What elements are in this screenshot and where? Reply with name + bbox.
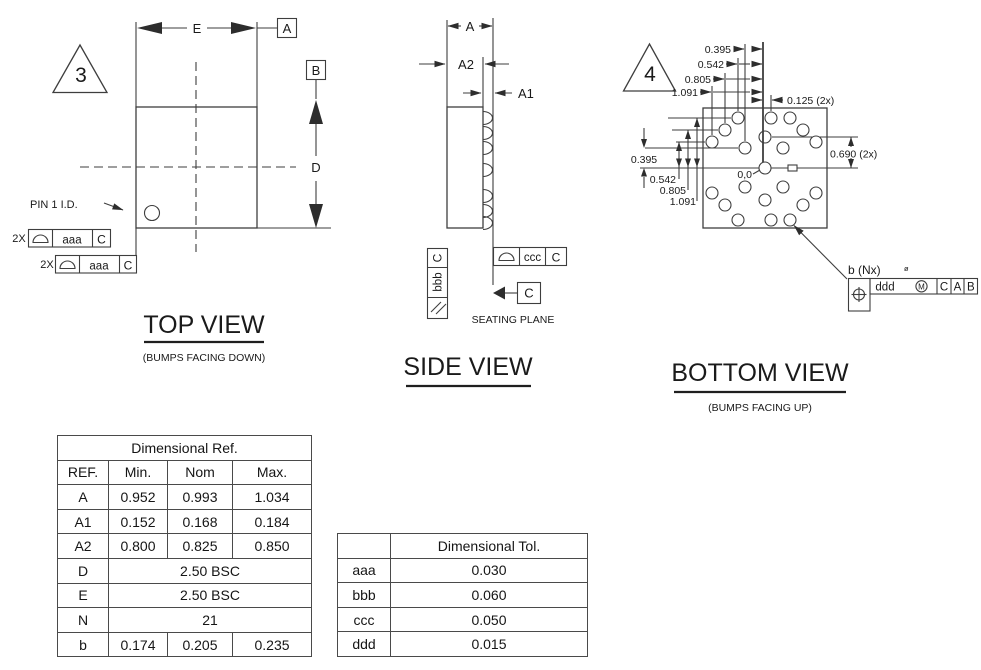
profile-of-surface-icon	[499, 253, 514, 261]
arrowhead	[694, 159, 700, 168]
top-view-title: TOP VIEW	[143, 311, 265, 339]
solder-bump	[759, 194, 771, 206]
ref-row-label: A	[58, 485, 109, 510]
arrowhead	[309, 204, 323, 228]
datum-target-triangle	[493, 287, 505, 300]
seating-plane-label: SEATING PLANE	[471, 314, 555, 326]
leader-line	[753, 170, 760, 174]
solder-bump	[719, 124, 731, 136]
dim-label-e: E	[192, 21, 202, 36]
mmc-modifier-letter: M	[918, 282, 925, 292]
callout-footnote: ø	[904, 264, 909, 273]
tol-blank-cell	[338, 534, 391, 559]
solder-bump	[765, 112, 777, 124]
side-view-title: SIDE VIEW	[403, 353, 533, 381]
fcf-ddd-datum-c: C	[939, 281, 949, 294]
dim-value: 1.091	[669, 196, 696, 208]
ref-cell: 0.184	[233, 509, 312, 534]
arrowhead	[676, 142, 682, 151]
revision-flag-number: 4	[644, 63, 656, 86]
ref-col-header: Max.	[233, 460, 312, 485]
ref-cell: 0.174	[109, 632, 168, 657]
fcf1-datum: C	[97, 232, 106, 247]
tol-row-label: ddd	[338, 632, 391, 657]
fcf-ccc-datum: C	[551, 250, 561, 265]
dim-label-a: A	[465, 19, 475, 34]
arrowhead	[137, 22, 162, 34]
bottom-view	[624, 42, 978, 414]
solder-bump	[777, 181, 789, 193]
ref-cell: 0.952	[109, 485, 168, 510]
solder-bump	[759, 162, 771, 174]
ref-row-label: E	[58, 583, 109, 608]
solder-bump	[810, 136, 822, 148]
ref-cell: 0.235	[233, 632, 312, 657]
origin-label: 0,0	[737, 169, 752, 181]
dim-label-d: D	[311, 160, 321, 175]
orientation-feature	[788, 165, 797, 171]
ref-cell: 0.825	[168, 534, 233, 559]
solder-bump	[797, 199, 809, 211]
ref-cell: 21	[109, 608, 312, 633]
dim-value: 0.542	[649, 174, 676, 186]
solder-bump	[759, 131, 771, 143]
solder-bump	[810, 187, 822, 199]
solder-bump	[784, 214, 796, 226]
top-view	[12, 19, 331, 365]
side-bump	[483, 142, 493, 155]
ref-cell: 0.850	[233, 534, 312, 559]
side-bump	[483, 217, 493, 230]
fcf-ddd-tolerance: ddd	[875, 281, 895, 294]
profile-of-surface-icon	[33, 235, 48, 243]
solder-bump	[706, 187, 718, 199]
fcf-ddd-datum-b: B	[966, 281, 975, 294]
ref-row-label: A1	[58, 509, 109, 534]
tol-row-label: ccc	[338, 607, 391, 632]
side-view	[403, 18, 566, 386]
side-bump	[483, 112, 493, 125]
ref-col-header: Min.	[109, 460, 168, 485]
arrowhead	[848, 137, 854, 146]
solder-bump	[765, 214, 777, 226]
solder-bump	[706, 136, 718, 148]
side-bump	[483, 205, 493, 218]
arrowhead	[309, 100, 323, 124]
package-body-side	[447, 107, 483, 228]
fcf1-tolerance: aaa	[62, 234, 82, 247]
dim-value: 0.805	[684, 74, 711, 86]
side-bump	[483, 190, 493, 203]
dim-value: 0.395	[630, 154, 658, 166]
arrowhead	[685, 159, 691, 168]
dimensional-tol-table	[337, 533, 587, 657]
side-bump	[483, 127, 493, 140]
callout-leader	[794, 226, 847, 280]
solder-bump	[784, 112, 796, 124]
ref-cell: 0.168	[168, 509, 233, 534]
dim-value: 0.395	[704, 44, 731, 56]
fcf2-qty: 2X	[40, 259, 54, 271]
fcf-ccc-tolerance: ccc	[523, 252, 542, 264]
ref-row-label: D	[58, 558, 109, 583]
fcf2-datum: C	[123, 258, 133, 273]
revision-flag-number: 3	[75, 64, 87, 87]
side-bump-row	[483, 112, 493, 230]
dim-value: 0.542	[697, 59, 724, 71]
tol-row-label: aaa	[338, 558, 391, 583]
fcf-bbb-datum: C	[430, 253, 445, 263]
arrowhead	[231, 22, 256, 34]
ref-cell: 1.034	[233, 485, 312, 510]
arrowhead	[641, 139, 647, 148]
fcf-bbb-tolerance: bbb	[432, 272, 445, 292]
ref-table-title: Dimensional Ref.	[58, 436, 312, 461]
tol-table-title: Dimensional Tol.	[391, 534, 588, 559]
fcf2-tolerance: aaa	[89, 260, 109, 273]
solder-bump	[739, 142, 751, 154]
solder-bump	[719, 199, 731, 211]
ref-row-label: N	[58, 608, 109, 633]
bump-callout-label: b (Nx)	[848, 263, 881, 277]
ref-cell: 0.205	[168, 632, 233, 657]
solder-bump	[739, 181, 751, 193]
pin1-label: PIN 1 I.D.	[30, 199, 78, 211]
tol-cell: 0.030	[391, 558, 588, 583]
datum-b-label: B	[311, 63, 321, 78]
solder-bump	[797, 124, 809, 136]
solder-bump	[732, 214, 744, 226]
ref-cell: 0.993	[168, 485, 233, 510]
bottom-view-title: BOTTOM VIEW	[671, 359, 849, 387]
tol-row-label: bbb	[338, 583, 391, 608]
fcf-ddd-datum-a: A	[953, 281, 962, 294]
dim-label-a1: A1	[518, 86, 534, 101]
arrowhead	[694, 118, 700, 127]
solder-bump	[777, 142, 789, 154]
dim-value-0690: 0.690 (2x)	[830, 148, 878, 161]
ref-col-header: Nom	[168, 460, 233, 485]
side-bump	[483, 164, 493, 177]
tol-cell: 0.015	[391, 632, 588, 657]
pin1-indicator	[145, 206, 160, 221]
ref-cell: 2.50 BSC	[109, 558, 312, 583]
ref-cell: 2.50 BSC	[109, 583, 312, 608]
arrowhead	[641, 168, 647, 177]
datum-a-label: A	[282, 21, 292, 36]
profile-of-surface-icon	[60, 261, 75, 268]
bottom-view-subtitle: (BUMPS FACING UP)	[708, 402, 812, 414]
tol-cell: 0.050	[391, 607, 588, 632]
top-view-subtitle: (BUMPS FACING DOWN)	[142, 352, 266, 364]
dim-label-a2: A2	[458, 57, 474, 72]
dim-value: 0.805	[659, 185, 686, 197]
dim-value: 1.091	[671, 87, 698, 99]
ref-cell: 0.152	[109, 509, 168, 534]
ref-row-label: A2	[58, 534, 109, 559]
ref-row-label: b	[58, 632, 109, 657]
arrowhead	[676, 159, 682, 168]
fcf1-qty: 2X	[12, 233, 26, 245]
ref-cell: 0.800	[109, 534, 168, 559]
ref-col-header: REF.	[58, 460, 109, 485]
tol-cell: 0.060	[391, 583, 588, 608]
datum-c-label: C	[524, 285, 534, 301]
dim-value-0125: 0.125 (2x)	[787, 95, 835, 107]
dimensional-ref-table	[57, 435, 311, 657]
arrowhead	[685, 130, 691, 139]
solder-bump	[732, 112, 744, 124]
pin1-leader	[104, 203, 123, 210]
bump-array	[706, 112, 822, 226]
